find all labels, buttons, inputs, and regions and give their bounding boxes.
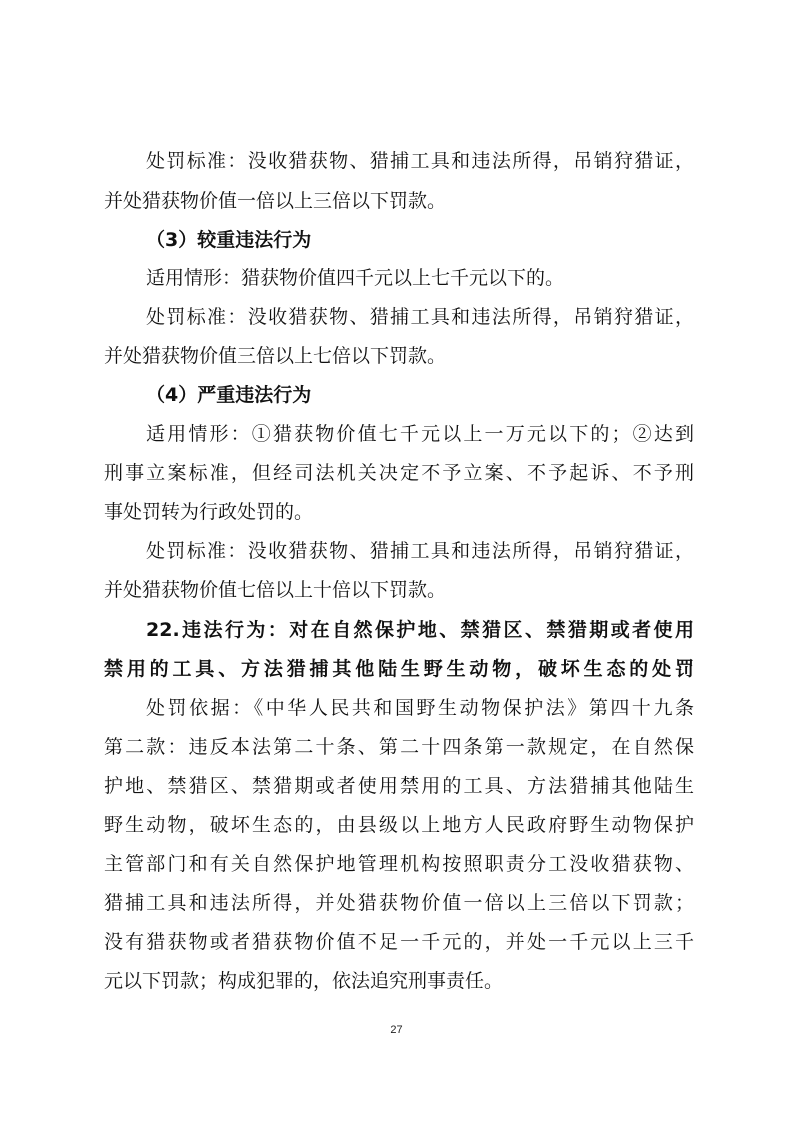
section-heading: （4）严重违法行为 xyxy=(146,384,312,406)
section-heading: （3）较重违法行为 xyxy=(146,229,312,251)
page-number: 27 xyxy=(390,1024,403,1036)
paragraph-line: 处罚依据：《中华人民共和国野生动物保护法》第四十九条 xyxy=(146,697,694,719)
paragraph-line: 没有猎获物或者猎获物价值不足一千元的，并处一千元以上三千 xyxy=(104,931,694,953)
paragraph-line: 处罚标准：没收猎获物、猎捕工具和违法所得，吊销狩猎证， xyxy=(146,150,694,172)
paragraph-line: 野生动物，破坏生态的，由县级以上地方人民政府野生动物保护 xyxy=(104,814,694,836)
paragraph-line: 适用情形：①猎获物价值七千元以上一万元以下的；②达到 xyxy=(146,423,694,445)
paragraph-line: 刑事立案标准，但经司法机关决定不予立案、不予起诉、不予刑 xyxy=(104,462,694,484)
paragraph-line: 事处罚转为行政处罚的。 xyxy=(104,501,314,523)
article-heading: 22.违法行为：对在自然保护地、禁猎区、禁猎期或者使用 xyxy=(146,619,694,641)
paragraph-line: 处罚标准：没收猎获物、猎捕工具和违法所得，吊销狩猎证， xyxy=(146,306,694,328)
paragraph-line: 并处猎获物价值七倍以上十倍以下罚款。 xyxy=(104,579,447,601)
paragraph-line: 适用情形：猎获物价值四千元以上七千元以下的。 xyxy=(146,267,565,289)
paragraph-line: 处罚标准：没收猎获物、猎捕工具和违法所得，吊销狩猎证， xyxy=(146,540,694,562)
paragraph-line: 并处猎获物价值一倍以上三倍以下罚款。 xyxy=(104,190,447,212)
paragraph-line: 护地、禁猎区、禁猎期或者使用禁用的工具、方法猎捕其他陆生 xyxy=(104,775,694,797)
paragraph-line: 并处猎获物价值三倍以上七倍以下罚款。 xyxy=(104,345,447,367)
paragraph-line: 主管部门和有关自然保护地管理机构按照职责分工没收猎获物、 xyxy=(104,853,694,875)
article-heading: 禁用的工具、方法猎捕其他陆生野生动物，破坏生态的处罚 xyxy=(104,658,694,680)
paragraph-line: 猎捕工具和违法所得，并处猎获物价值一倍以上三倍以下罚款； xyxy=(104,892,694,914)
paragraph-line: 第二款：违反本法第二十条、第二十四条第一款规定，在自然保 xyxy=(104,736,694,758)
paragraph-line: 元以下罚款；构成犯罪的，依法追究刑事责任。 xyxy=(104,970,504,992)
